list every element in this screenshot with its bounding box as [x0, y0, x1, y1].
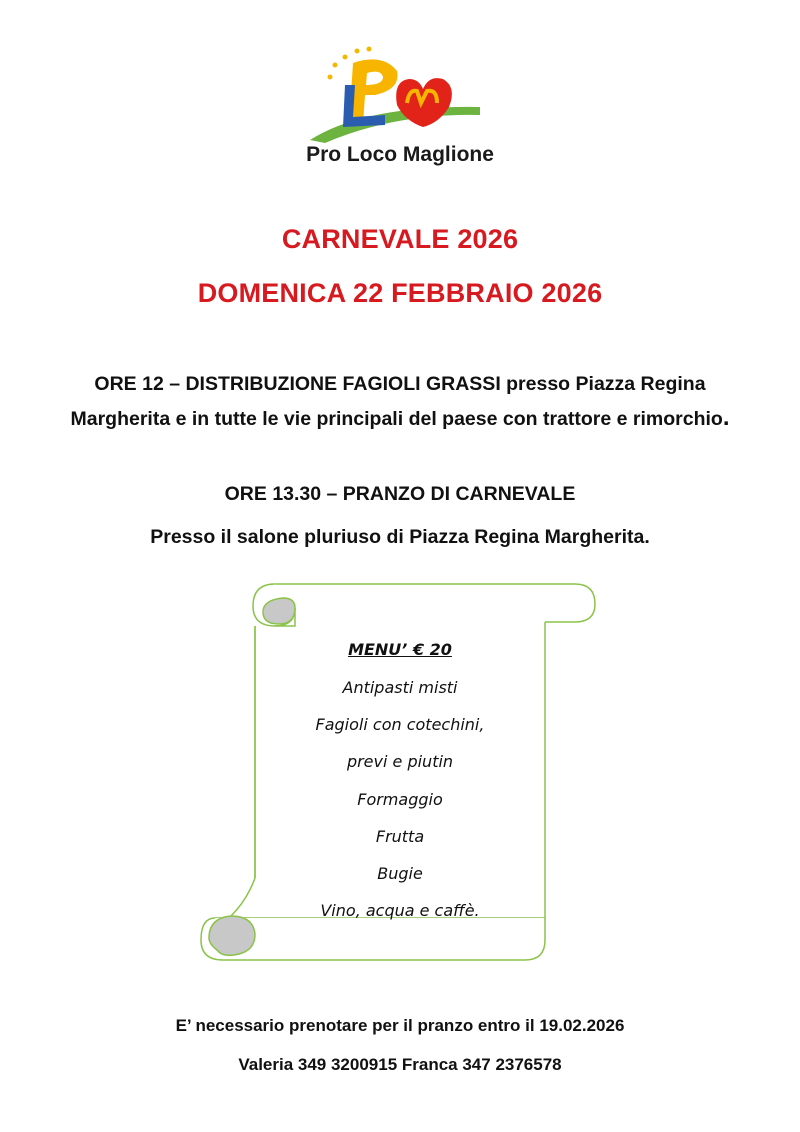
menu-item: Bugie — [377, 864, 423, 883]
pro-loco-maglione-logo — [305, 45, 485, 145]
event-title: CARNEVALE 2026 — [281, 224, 519, 254]
distribution-end: . — [722, 404, 730, 431]
top-curl-shape — [263, 598, 295, 624]
menu-item: Fagioli con cotechini, — [315, 715, 485, 734]
menu-title: MENU’ € 20 — [348, 640, 452, 659]
bottom-curl-shape — [209, 916, 255, 955]
lunch-time: ORE 13.30 – PRANZO DI CARNEVALE — [224, 483, 576, 505]
booking-notice: E’ necessario prenotare per il pranzo entro il 19.02.2026 — [175, 1016, 625, 1035]
contact-numbers: Valeria 349 3200915 Franca 347 2376578 — [238, 1055, 562, 1074]
menu-item: Vino, acqua e caffè. — [320, 901, 480, 920]
green-hill-shape — [310, 107, 480, 143]
menu-item: previ e piutin — [346, 752, 454, 771]
lunch-place: Presso il salone pluriuso di Piazza Regina Margherita. — [150, 526, 650, 548]
menu-item: Antipasti misti — [342, 678, 458, 697]
distribution-paragraph — [70, 368, 730, 436]
menu-item: Formaggio — [357, 790, 443, 809]
org-name: Pro Loco Maglione — [306, 143, 494, 166]
distribution-text: ORE 12 – DISTRIBUZIONE FAGIOLI GRASSI presso Piazza Regina Margherita e in tutte le vie principali del paese con trattore e rimorchio — [70, 373, 723, 430]
event-date: DOMENICA 22 FEBBRAIO 2026 — [197, 278, 603, 308]
menu-item: Frutta — [375, 827, 425, 846]
